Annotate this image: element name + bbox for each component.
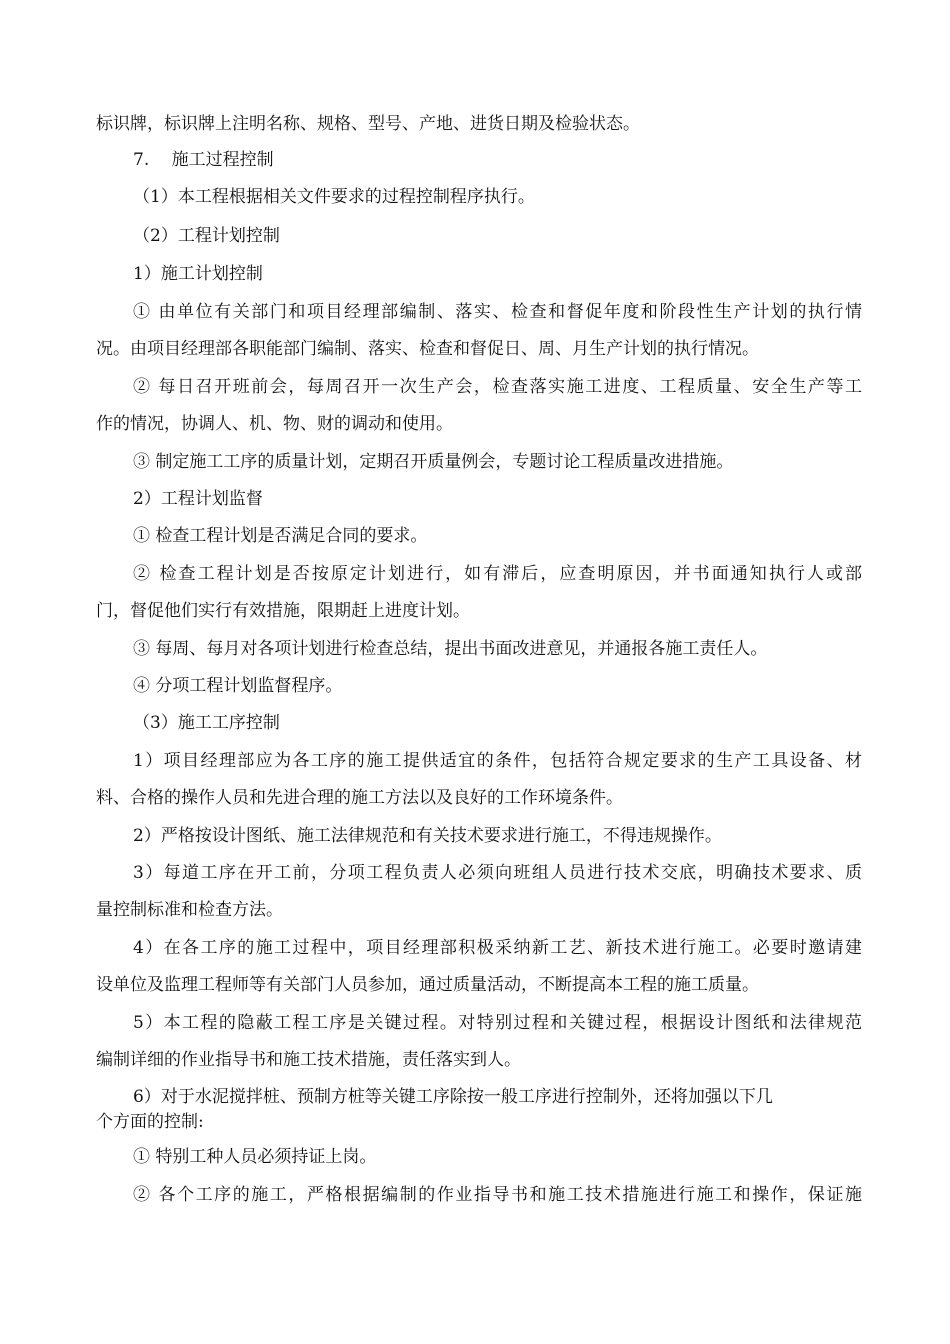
- section-heading: 7. 施工过程控制: [133, 150, 274, 170]
- paragraph-line: ① 检查工程计划是否满足合同的要求。: [133, 526, 428, 546]
- subsection-heading: （1）本工程根据相关文件要求的过程控制程序执行。: [133, 187, 535, 207]
- paragraph-line: ④ 分项工程计划监督程序。: [133, 676, 343, 696]
- paragraph-line: ① 特别工种人员必须持证上岗。: [133, 1147, 377, 1167]
- paragraph-line: 5）本工程的隐蔽工程工序是关键过程。对特别过程和关键过程，根据设计图纸和法律规范: [133, 1013, 862, 1033]
- paragraph-line: ② 检查工程计划是否按原定计划进行，如有滞后，应查明原因，并书面通知执行人或部: [133, 564, 862, 584]
- subsection-heading: （2）工程计划控制: [133, 226, 280, 246]
- paragraph-line: 门，督促他们实行有效措施，限期赶上进度计划。: [96, 601, 470, 621]
- paragraph-line: 况。由项目经理部各职能部门编制、落实、检查和督促日、周、月生产计划的执行情况。: [96, 339, 759, 359]
- paragraph-line: 编制详细的作业指导书和施工技术措施，责任落实到人。: [96, 1050, 521, 1070]
- paragraph-line: ① 由单位有关部门和项目经理部编制、落实、检查和督促年度和阶段性生产计划的执行情: [133, 302, 862, 322]
- paragraph-line: 4）在各工序的施工过程中，项目经理部积极采纳新工艺、新技术进行施工。必要时邀请建: [133, 938, 862, 958]
- paragraph-line: ③ 每周、每月对各项计划进行检查总结，提出书面改进意见，并通报各施工责任人。: [133, 639, 768, 659]
- paragraph-line: 作的情况，协调人、机、物、财的调动和使用。: [96, 414, 453, 434]
- item-heading: 1）施工计划控制: [133, 264, 263, 284]
- paragraph-line: 3）每道工序在开工前，分项工程负责人必须向班组人员进行技术交底，明确技术要求、质: [133, 863, 862, 883]
- paragraph-line: 个方面的控制:: [96, 1112, 204, 1132]
- paragraph-line: 1）项目经理部应为各工序的施工提供适宜的条件，包括符合规定要求的生产工具设备、材: [133, 751, 862, 771]
- subsection-heading: （3）施工工序控制: [133, 713, 280, 733]
- paragraph-line: ② 每日召开班前会，每周召开一次生产会，检查落实施工进度、工程质量、安全生产等工: [133, 377, 862, 397]
- paragraph-line: ② 各个工序的施工，严格根据编制的作业指导书和施工技术措施进行施工和操作，保证施: [133, 1185, 862, 1205]
- item-heading: 2）工程计划监督: [133, 489, 263, 509]
- paragraph-line: 料、合格的操作人员和先进合理的施工方法以及良好的工作环境条件。: [96, 788, 623, 808]
- paragraph-line: 6）对于水泥搅拌桩、预制方桩等关键工序除按一般工序进行控制外，还将加强以下几: [133, 1087, 773, 1107]
- paragraph-line: 量控制标准和检查方法。: [96, 900, 283, 920]
- paragraph-line: 设单位及监理工程师等有关部门人员参加，通过质量活动，不断提高本工程的施工质量。: [96, 975, 759, 995]
- paragraph-line: 2）严格按设计图纸、施工法律规范和有关技术要求进行施工，不得违规操作。: [133, 826, 722, 846]
- paragraph-line: ③ 制定施工工序的质量计划，定期召开质量例会，专题讨论工程质量改进措施。: [133, 452, 734, 472]
- paragraph-line: 标识牌，标识牌上注明名称、规格、型号、产地、进货日期及检验状态。: [96, 114, 640, 134]
